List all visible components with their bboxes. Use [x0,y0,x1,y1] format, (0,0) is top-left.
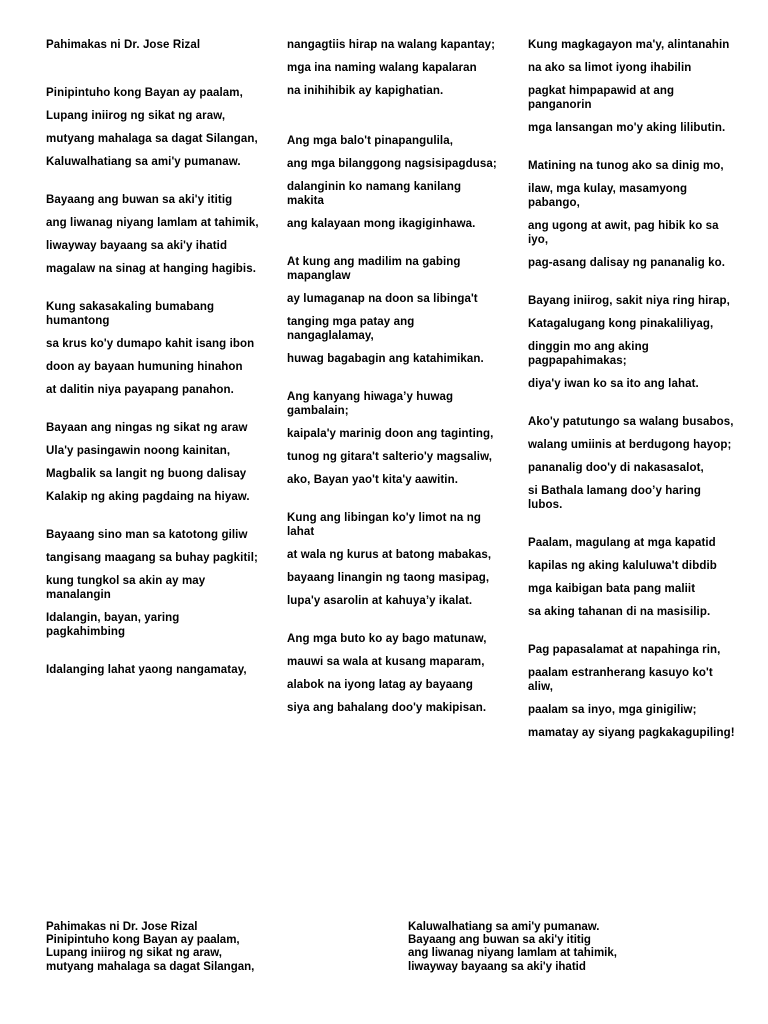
poem-line: at dalitin niya payapang panahon. [46,384,234,396]
poem-line: ang kalayaan mong ikagiginhawa. [287,218,476,230]
poem-line: bayaang linangin ng taong masipag, [287,572,490,584]
poem-line: Kung sakasakaling bumabang humantong [46,301,215,327]
poem-line: Kung magkagayon ma'y, alintanahin [528,39,730,51]
poem-column-1 [46,38,260,686]
poem-line: pananalig doo'y di nakasasalot, [528,462,704,474]
poem-line: mauwi sa wala at kusang maparam, [287,656,485,668]
poem-line: si Bathala lamang doo’y haring lubos. [528,485,701,511]
poem-line: ang liwanag niyang lamlam at tahimik, [46,217,259,229]
poem-column-3 [528,38,738,749]
poem-line: dinggin mo ang aking pagpapahimakas; [528,341,649,367]
poem-line: ilaw, mga kulay, masamyong pabango, [528,183,688,209]
poem-line: Kalakip ng aking pagdaing na hiyaw. [46,491,250,503]
poem-line: mamatay ay siyang pagkakagupiling! [528,727,735,739]
poem-column-2 [287,38,497,724]
poem-line: Bayaang ang buwan sa aki'y ititig [46,194,233,206]
poem-line: pag-asang dalisay ng pananalig ko. [528,257,726,269]
poem-line: siya ang bahalang doo'y makipisan. [287,702,487,714]
poem-line: Idalanging lahat yaong nangamatay, [46,664,247,676]
poem-line: kung tungkol sa akin ay may manalangin [46,575,206,601]
poem-line: ako, Bayan yao't kita'y aawitin. [287,474,459,486]
poem-line: Kung ang libingan ko'y limot na ng lahat [287,512,481,538]
poem-line: tanging mga patay ang nangaglalamay, [287,316,415,342]
footer-line: Kaluwalhatiang sa ami'y pumanaw. [408,921,600,933]
poem-line: Ang mga balo't pinapangulila, [287,135,453,147]
poem-line: Matining na tunog ako sa dinig mo, [528,160,724,172]
poem-line: ay lumaganap na doon sa libinga't [287,293,478,305]
poem-line: kapilas ng aking kaluluwa't dibdib [528,560,717,572]
footer-line: Pinipintuho kong Bayan ay paalam, [46,934,240,947]
poem-line: tangisang maagang sa buhay pagkitil; [46,552,258,564]
poem-line: alabok na iyong latag ay bayaang [287,679,473,691]
poem-line: tunog ng gitara't salterio'y magsaliw, [287,451,493,463]
poem-title: Pahimakas ni Dr. Jose Rizal [46,39,201,51]
poem-line: Pinipintuho kong Bayan ay paalam, [46,87,243,99]
poem-line: Kaluwalhatiang sa ami'y pumanaw. [46,156,241,168]
poem-line: mga ina naming walang kapalaran [287,62,477,74]
poem-line: Magbalik sa langit ng buong dalisay [46,468,247,480]
footer-line: mutyang mahalaga sa dagat Silangan, [46,960,255,973]
poem-line: mga lansangan mo'y aking lilibutin. [528,122,726,134]
poem-line: Ang mga buto ko ay bago matunaw, [287,633,487,645]
footer-line: Pahimakas ni Dr. Jose Rizal [46,921,198,933]
poem-line: mutyang mahalaga sa dagat Silangan, [46,133,258,145]
poem-line: dalanginin ko namang kanilang makita [287,181,462,207]
poem-line: Ang kanyang hiwaga’y huwag gambalain; [287,391,454,417]
poem-line: at wala ng kurus at batong mabakas, [287,549,492,561]
poem-line: Katagalugang kong pinakaliliyag, [528,318,714,330]
poem-line: ang mga bilanggong nagsisipagdusa; [287,158,497,170]
footer-excerpt-left [46,921,346,974]
poem-line: kaipala'y marinig doon ang taginting, [287,428,494,440]
poem-line: mga kaibigan bata pang maliit [528,583,696,595]
footer-line: Lupang iniirog ng sikat ng araw, [46,947,222,960]
poem-line: Ako'y patutungo sa walang busabos, [528,416,734,428]
poem-line: paalam sa inyo, mga ginigiliw; [528,704,697,716]
footer-excerpt-right [408,921,738,974]
poem-line: na ako sa limot iyong ihabilin [528,62,692,74]
poem-line: Bayaan ang ningas ng sikat ng araw [46,422,248,434]
poem-line: magalaw na sinag at hanging hagibis. [46,263,256,275]
poem-line: na inihihibik ay kapighatian. [287,85,444,97]
poem-line: Bayang iniirog, sakit niya ring hirap, [528,295,730,307]
poem-line: huwag bagabagin ang katahimikan. [287,353,484,365]
poem-line: ang ugong at awit, pag hibik ko sa iyo, [528,220,719,246]
poem-line: Paalam, magulang at mga kapatid [528,537,716,549]
poem-line: sa aking tahanan di na masisilip. [528,606,711,618]
footer-line: Bayaang ang buwan sa aki'y ititig [408,934,591,947]
poem-line: Bayaang sino man sa katotong giliw [46,529,248,541]
poem-line: Pag papasalamat at napahinga rin, [528,644,721,656]
poem-line: paalam estranherang kasuyo ko't aliw, [528,667,713,693]
poem-line: nangagtiis hirap na walang kapantay; [287,39,496,51]
poem-line: lupa'y asarolin at kahuya’y ikalat. [287,595,473,607]
poem-line: Ula'y pasingawin noong kainitan, [46,445,231,457]
poem-line: At kung ang madilim na gabing mapanglaw [287,256,461,282]
footer-line: liwayway bayaang sa aki'y ihatid [408,960,586,973]
poem-line: doon ay bayaan humuning hinahon [46,361,243,373]
poem-line: Lupang iniirog ng sikat ng araw, [46,110,226,122]
poem-line: sa krus ko'y dumapo kahit isang ibon [46,338,255,350]
poem-line: Idalangin, bayan, yaring pagkahimbing [46,612,180,638]
poem-line: walang umiinis at berdugong hayop; [528,439,732,451]
footer-line: ang liwanag niyang lamlam at tahimik, [408,947,617,960]
poem-line: diya'y iwan ko sa ito ang lahat. [528,378,699,390]
poem-line: liwayway bayaang sa aki'y ihatid [46,240,228,252]
poem-line: pagkat himpapawid at ang panganorin [528,85,675,111]
